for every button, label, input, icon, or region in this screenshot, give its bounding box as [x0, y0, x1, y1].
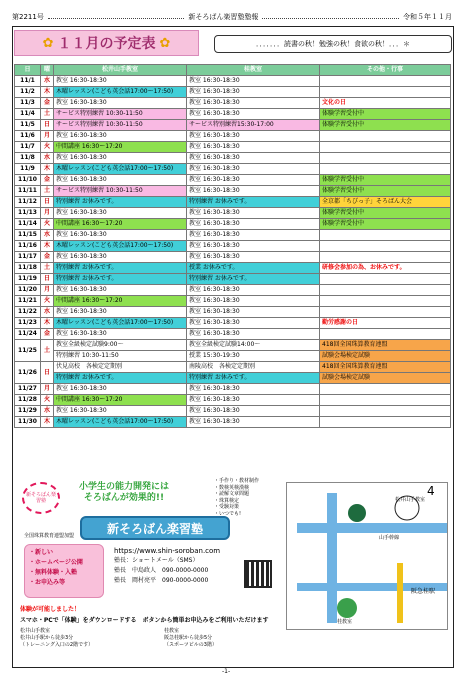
caption: 全国珠算教育連盟加盟 [24, 533, 75, 539]
weekday-cell: 金 [41, 252, 54, 263]
contact-phone-1: 塾長 中島政人 090-0000-0000 [114, 567, 209, 574]
matsuiyamate-cell: 教室 16:30-18:30 [54, 285, 187, 296]
date-cell: 11/14 [15, 219, 41, 230]
date-cell: 11/27 [15, 384, 41, 395]
catch-copy: 小学生の能力開発には そろばんが効果的!! [78, 482, 169, 503]
katsura-cell: 特別練習 お休みです。 [187, 197, 320, 208]
date-cell: 11/26 [15, 362, 41, 384]
weekday-cell: 水 [41, 230, 54, 241]
features-list [214, 478, 288, 517]
date-cell: 11/23 [15, 318, 41, 329]
matsuiyamate-cell: 教室 16:30-18:30 [54, 307, 187, 318]
date-cell: 11/7 [15, 142, 41, 153]
weekday-cell: 土 [41, 186, 54, 197]
katsura-cell: 教室 16:30-18:30 [187, 307, 320, 318]
list-item: ・受験対策 [214, 504, 240, 510]
date-cell: 11/30 [15, 417, 41, 428]
date-cell: 11/6 [15, 131, 41, 142]
date-cell: 11/3 [15, 98, 41, 109]
table-row [15, 373, 451, 384]
matsuiyamate-cell: 教室 16:30-18:30 [54, 208, 187, 219]
flower-icon: ✿ [42, 35, 54, 51]
list-item: ・数検英検漢検 [214, 484, 250, 491]
motto: ．．．．．．．読書の秋！勉強の秋！食欲の秋！．．．＊ [214, 35, 452, 53]
katsura-cell: 教室 16:30-18:30 [187, 131, 320, 142]
date-cell: 11/21 [15, 296, 41, 307]
list-item: ・珠算検定 [214, 497, 240, 504]
event-cell: 全京都「ちびっ子」そろばん大会 [320, 197, 451, 208]
weekday-cell: 火 [41, 296, 54, 307]
flower-icon: ✿ [159, 35, 171, 51]
event-cell [320, 406, 451, 417]
event-cell: 体験学習受付中 [320, 109, 451, 120]
katsura-cell: 教室 16:30-18:30 [187, 109, 320, 120]
list-item: ・無料体験・入塾 [29, 569, 78, 576]
event-cell [320, 164, 451, 175]
date-cell: 11/24 [15, 329, 41, 340]
matsuiyamate-cell: 教室全級検定試験9:00～ [54, 340, 187, 351]
weekday-cell: 日 [41, 197, 54, 208]
matsuiyamate-cell: サービス特別練習 10:30-11:50 [54, 109, 187, 120]
matsuiyamate-cell: 教室 16:30-18:30 [54, 406, 187, 417]
katsura-cell: 教室 16:30-18:30 [187, 142, 320, 153]
list-item: （スポーツビルの3階） [164, 642, 217, 648]
date-cell: 11/28 [15, 395, 41, 406]
weekday-cell: 金 [41, 329, 54, 340]
matsuiyamate-cell: 特別練習 お休みです。 [54, 263, 187, 274]
matsuiyamate-cell: 木曜レッスン(こども英会話17:00ー17:50) [54, 164, 187, 175]
column-header: 曜 [41, 65, 54, 76]
list-item: ・読解文章問題 [214, 491, 250, 497]
weekday-cell: 木 [41, 164, 54, 175]
weekday-cell: 木 [41, 417, 54, 428]
date-cell: 11/9 [15, 164, 41, 175]
weekday-cell: 木 [41, 318, 54, 329]
matsuiyamate-cell: 教室 16:30-18:30 [54, 175, 187, 186]
date-cell: 11/2 [15, 87, 41, 98]
table-row [15, 307, 451, 318]
weekday-cell: 水 [41, 76, 54, 87]
table-row [15, 109, 451, 120]
weekday-cell: 土 [41, 109, 54, 120]
matsuiyamate-cell: 教室 16:30-18:30 [54, 384, 187, 395]
katsura-cell: 教室 16:30-18:30 [187, 208, 320, 219]
list-item: ・手作り・教材制作 [214, 478, 260, 484]
matsuiyamate-cell: 木曜レッスン(こども英会話17:00ー17:50) [54, 318, 187, 329]
katsura-cell: 教室 16:30-18:30 [187, 76, 320, 87]
railway [397, 563, 403, 623]
matsuiyamate-cell: 教室 16:30-18:30 [54, 98, 187, 109]
contact-sms: 塾長：ショートメール（SMS） [114, 557, 199, 564]
table-row [15, 230, 451, 241]
road [297, 523, 447, 533]
matsuiyamate-cell: 特別練習 お休みです。 [54, 274, 187, 285]
weekday-cell: 月 [41, 131, 54, 142]
matsuiyamate-cell: 中間講座 16:30ー17:20 [54, 296, 187, 307]
table-row [15, 120, 451, 131]
badge: 新そろばん楽習塾 [22, 482, 60, 514]
weekday-cell: 水 [41, 406, 54, 417]
event-cell [320, 307, 451, 318]
matsuiyamate-cell: 特別練習 お休みです。 [54, 373, 187, 384]
weekday-cell: 月 [41, 384, 54, 395]
table-row [15, 351, 451, 362]
list-item: 阪急桂駅から徒歩5分 [164, 635, 213, 641]
event-cell [320, 230, 451, 241]
landmark-icon [348, 504, 366, 522]
weekday-cell: 金 [41, 98, 54, 109]
weekday-cell: 火 [41, 395, 54, 406]
event-cell: 勤労感謝の日 [320, 318, 451, 329]
date-cell: 11/13 [15, 208, 41, 219]
schedule-table [14, 64, 451, 428]
date-cell: 11/19 [15, 274, 41, 285]
matsuiyamate-directions [20, 628, 93, 649]
katsura-cell: 教室 16:30-18:30 [187, 252, 320, 263]
matsuiyamate-cell: 中間講座 16:30ー17:20 [54, 395, 187, 406]
list-item: 桂教室 [164, 628, 180, 634]
event-cell: 体験学習受付中 [320, 208, 451, 219]
list-item: ・お申込み等 [29, 579, 66, 586]
website-link[interactable]: https://www.shin-soroban.com [114, 547, 221, 555]
event-cell [320, 417, 451, 428]
date-cell: 11/20 [15, 285, 41, 296]
list-item: 松井山手教室 [20, 628, 51, 634]
contact-phone-2: 塾長 岡村亮平 090-0000-0000 [114, 577, 209, 584]
katsura-cell: 南陵高校 各検定定期別 [187, 362, 320, 373]
event-cell: 体験学習受付中 [320, 120, 451, 131]
table-row [15, 252, 451, 263]
event-cell [320, 329, 451, 340]
event-cell [320, 285, 451, 296]
table-row [15, 142, 451, 153]
schedule-title: ✿ １１月の予定表 ✿ [14, 30, 199, 56]
matsuiyamate-cell: 特別練習 10:30-11:50 [54, 351, 187, 362]
matsuiyamate-cell: サービス特別練習 10:30-11:50 [54, 186, 187, 197]
date-cell: 11/4 [15, 109, 41, 120]
katsura-cell: 教室全級検定試験14:00～ [187, 340, 320, 351]
table-row [15, 318, 451, 329]
date-cell: 11/18 [15, 263, 41, 274]
katsura-cell: サービス特別練習15:30-17:00 [187, 120, 320, 131]
event-cell [320, 142, 451, 153]
katsura-cell: 教室 16:30-18:30 [187, 98, 320, 109]
matsuiyamate-cell: 教室 16:30-18:30 [54, 153, 187, 164]
weekday-cell: 金 [41, 175, 54, 186]
event-cell: 試験会場検定試験 [320, 351, 451, 362]
list-item: ・いつでも! [214, 510, 242, 517]
issue-date: 令和５年１１月 [403, 13, 453, 21]
weekday-cell: 日 [41, 274, 54, 285]
table-row [15, 296, 451, 307]
map-label: 山手幹線 [379, 535, 400, 541]
notice: スマホ・PCで「体験」をダウンロードする ボタンから簡単お申込みをご利用いただけます [20, 617, 269, 624]
newsletter-title: 新そろばん楽習塾塾報 [188, 13, 259, 21]
event-cell: 体験学習受付中 [320, 219, 451, 230]
table-body [15, 76, 451, 428]
weekday-cell: 火 [41, 142, 54, 153]
column-header: その他・行事 [320, 65, 451, 76]
page-header [12, 12, 452, 24]
katsura-cell: 教室 16:30-18:30 [187, 87, 320, 98]
matsuiyamate-cell: 教室 16:30-18:30 [54, 230, 187, 241]
matsuiyamate-cell: サービス特別練習 10:30-11:50 [54, 120, 187, 131]
matsuiyamate-cell: 中間講座 16:30ー17:20 [54, 219, 187, 230]
katsura-cell: 教室 16:30-18:30 [187, 219, 320, 230]
katsura-cell: 教室 16:30-18:30 [187, 329, 320, 340]
date-cell: 11/22 [15, 307, 41, 318]
katsura-cell: 教室 16:30-18:30 [187, 417, 320, 428]
table-row [15, 285, 451, 296]
date-cell: 11/5 [15, 120, 41, 131]
event-cell [320, 252, 451, 263]
brand-logo: 新そろばん楽習塾 [80, 516, 230, 540]
table-row [15, 395, 451, 406]
divider [48, 12, 185, 19]
event-cell [320, 87, 451, 98]
event-cell [320, 296, 451, 307]
table-header-row [15, 65, 451, 76]
katsura-cell: 教室 16:30-18:30 [187, 285, 320, 296]
katsura-cell: 授業 お休みです。 [187, 263, 320, 274]
katsura-cell: 教室 16:30-18:30 [187, 186, 320, 197]
weekday-cell: 木 [41, 87, 54, 98]
page-number: -1- [222, 668, 231, 675]
date-cell: 11/12 [15, 197, 41, 208]
date-cell: 11/25 [15, 340, 41, 362]
katsura-cell: 教室 16:30-18:30 [187, 406, 320, 417]
column-header: 松井山手教室 [54, 65, 187, 76]
table-row [15, 131, 451, 142]
matsuiyamate-cell: 特別練習 お休みです。 [54, 197, 187, 208]
weekday-cell: 火 [41, 219, 54, 230]
table-row [15, 274, 451, 285]
table-row [15, 340, 451, 351]
date-cell: 11/29 [15, 406, 41, 417]
katsura-cell: 教室 16:30-18:30 [187, 153, 320, 164]
event-cell [320, 131, 451, 142]
table-row [15, 417, 451, 428]
matsuiyamate-cell: 伏見高校 各検定定期別 [54, 362, 187, 373]
list-item: ・ホームページ公開 [29, 559, 83, 566]
katsura-directions [164, 628, 217, 649]
table-row [15, 164, 451, 175]
event-cell [320, 274, 451, 285]
katsura-cell: 教室 16:30-18:30 [187, 175, 320, 186]
info-box [24, 544, 104, 598]
katsura-cell: 教室 16:30-18:30 [187, 241, 320, 252]
matsuiyamate-cell: 木曜レッスン(こども英会話17:00ー17:50) [54, 417, 187, 428]
table-row [15, 175, 451, 186]
date-cell: 11/1 [15, 76, 41, 87]
katsura-cell: 教室 16:30-18:30 [187, 318, 320, 329]
event-cell [320, 241, 451, 252]
weekday-cell: 月 [41, 208, 54, 219]
date-cell: 11/17 [15, 252, 41, 263]
weekday-cell: 土 [41, 263, 54, 274]
date-cell: 11/15 [15, 230, 41, 241]
event-cell: 試験会場検定試験 [320, 373, 451, 384]
column-header: 桂教室 [187, 65, 320, 76]
table-row [15, 362, 451, 373]
matsuiyamate-cell: 教室 16:30-18:30 [54, 252, 187, 263]
table-row [15, 263, 451, 274]
weekday-cell: 木 [41, 241, 54, 252]
column-header: 日 [15, 65, 41, 76]
map-label: 桂教室 [337, 619, 353, 625]
weekday-cell: 日 [41, 362, 54, 384]
road [327, 493, 337, 623]
matsuiyamate-cell: 木曜レッスン(こども英会話17:00ー17:50) [54, 241, 187, 252]
katsura-cell: 教室 16:30-18:30 [187, 164, 320, 175]
date-cell: 11/16 [15, 241, 41, 252]
matsuiyamate-cell: 教室 16:30-18:30 [54, 76, 187, 87]
matsuiyamate-cell: 教室 16:30-18:30 [54, 329, 187, 340]
event-cell: 研修会参加の為、お休みです。 [320, 263, 451, 274]
weekday-cell: 土 [41, 340, 54, 362]
table-row [15, 153, 451, 164]
weekday-cell: 水 [41, 307, 54, 318]
weekday-cell: 日 [41, 120, 54, 131]
katsura-cell: 特別練習 お休みです。 [187, 274, 320, 285]
table-row [15, 406, 451, 417]
katsura-cell: 教室 16:30-18:30 [187, 395, 320, 406]
matsuiyamate-cell: 中間講座 16:30ー17:20 [54, 142, 187, 153]
issue-number: 第2211号 [12, 13, 44, 21]
event-cell: 418回全国珠算教育連盟 [320, 362, 451, 373]
weekday-cell: 月 [41, 285, 54, 296]
table-row [15, 208, 451, 219]
map-label: 松井山手教室 [395, 497, 426, 503]
katsura-cell: 特別練習 お休みです。 [187, 373, 320, 384]
event-cell: 体験学習受付中 [320, 175, 451, 186]
katsura-cell: 教室 16:30-18:30 [187, 230, 320, 241]
event-cell [320, 395, 451, 406]
route-number: 4 [427, 484, 435, 498]
table-row [15, 384, 451, 395]
table-row [15, 197, 451, 208]
map-drawing [287, 483, 447, 629]
katsura-classroom-marker [337, 598, 357, 618]
event-cell: 418回全国珠算教育連盟 [320, 340, 451, 351]
katsura-cell: 授業 15:30-19:30 [187, 351, 320, 362]
event-cell [320, 76, 451, 87]
table-row [15, 219, 451, 230]
list-item: （トレーニング入口の2階です） [20, 642, 94, 648]
list-item: 松井山手駅から徒歩3分 [20, 635, 74, 641]
list-item: ・新しい [29, 549, 54, 556]
divider [262, 12, 399, 19]
event-cell: 体験学習受付中 [320, 186, 451, 197]
date-cell: 11/8 [15, 153, 41, 164]
map-label: 阪急桂駅 [411, 588, 436, 595]
date-cell: 11/11 [15, 186, 41, 197]
table-row [15, 186, 451, 197]
footer-area [14, 476, 450, 664]
date-cell: 11/10 [15, 175, 41, 186]
event-cell [320, 384, 451, 395]
table-row [15, 329, 451, 340]
table-row [15, 76, 451, 87]
event-cell [320, 153, 451, 164]
access-map [286, 482, 448, 630]
katsura-cell: 教室 16:30-18:30 [187, 296, 320, 307]
table-row [15, 98, 451, 109]
matsuiyamate-cell: 木曜レッスン(こども英会話17:00ー17:50) [54, 87, 187, 98]
katsura-cell: 教室 16:30-18:30 [187, 384, 320, 395]
weekday-cell: 水 [41, 153, 54, 164]
table-row [15, 87, 451, 98]
matsuiyamate-cell: 教室 16:30-18:30 [54, 131, 187, 142]
table-row [15, 241, 451, 252]
event-cell: 文化の日 [320, 98, 451, 109]
notice-red: 体験が可能しました！ [20, 606, 81, 613]
qr-code-icon [244, 560, 272, 588]
